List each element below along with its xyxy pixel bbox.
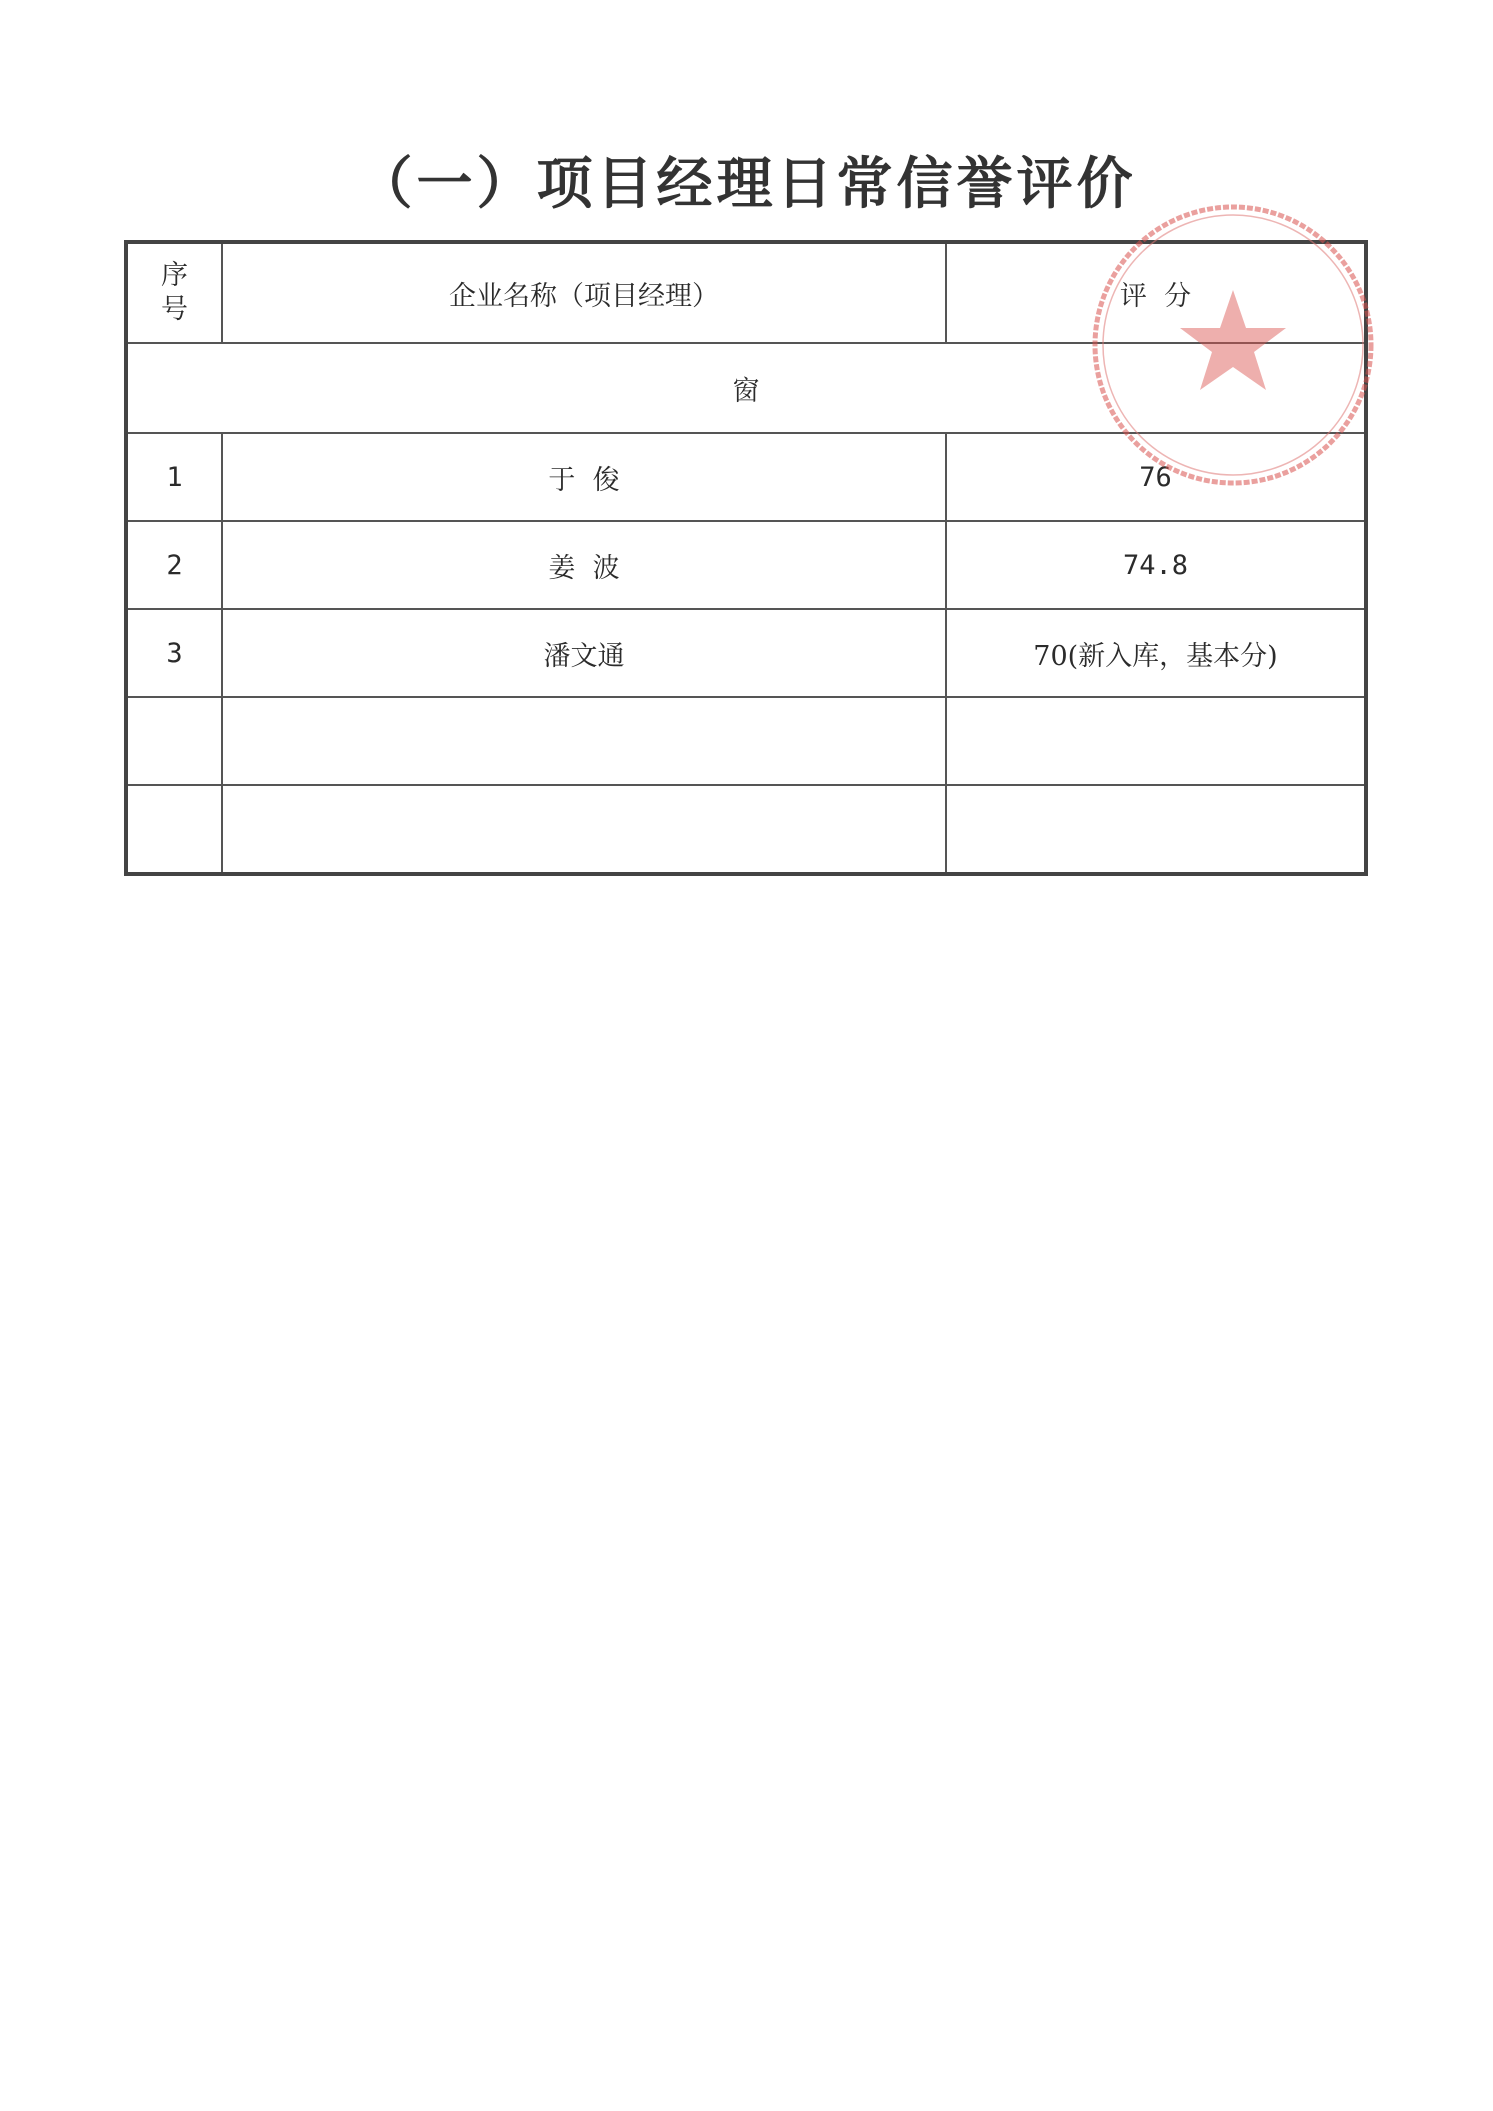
page-title: （一）项目经理日常信誉评价 <box>356 152 1137 217</box>
row-name <box>222 521 946 609</box>
score-table <box>124 240 1368 876</box>
table-header-row <box>126 242 1366 343</box>
score-table-container <box>124 240 1364 876</box>
row-seq: 3 <box>126 609 222 697</box>
header-seq-line1: 序 <box>161 260 188 291</box>
header-name: 企业名称（项目经理） <box>222 242 946 343</box>
header-seq <box>126 242 222 343</box>
row-name-text: 姜 波 <box>548 552 620 584</box>
row-seq <box>126 697 222 785</box>
row-name-text: 于 俊 <box>548 464 620 496</box>
table-row <box>126 433 1366 521</box>
row-score: 70(新入库，基本分) <box>946 609 1366 697</box>
row-seq: 1 <box>126 433 222 521</box>
row-seq: 2 <box>126 521 222 609</box>
table-row <box>126 697 1366 785</box>
header-seq-line2: 号 <box>161 294 188 325</box>
row-name <box>222 697 946 785</box>
group-label: 窗 <box>126 343 1366 433</box>
header-score-label: 评 分 <box>1119 280 1192 312</box>
table-row <box>126 609 1366 697</box>
row-seq <box>126 785 222 874</box>
row-score: 74.8 <box>946 521 1366 609</box>
row-name <box>222 609 946 697</box>
row-name <box>222 433 946 521</box>
row-score: 76 <box>946 433 1366 521</box>
row-score <box>946 697 1366 785</box>
table-row <box>126 521 1366 609</box>
table-group-row <box>126 343 1366 433</box>
header-score <box>946 242 1366 343</box>
row-name-text: 潘文通 <box>543 640 625 672</box>
table-row <box>126 785 1366 874</box>
row-name <box>222 785 946 874</box>
row-score <box>946 785 1366 874</box>
